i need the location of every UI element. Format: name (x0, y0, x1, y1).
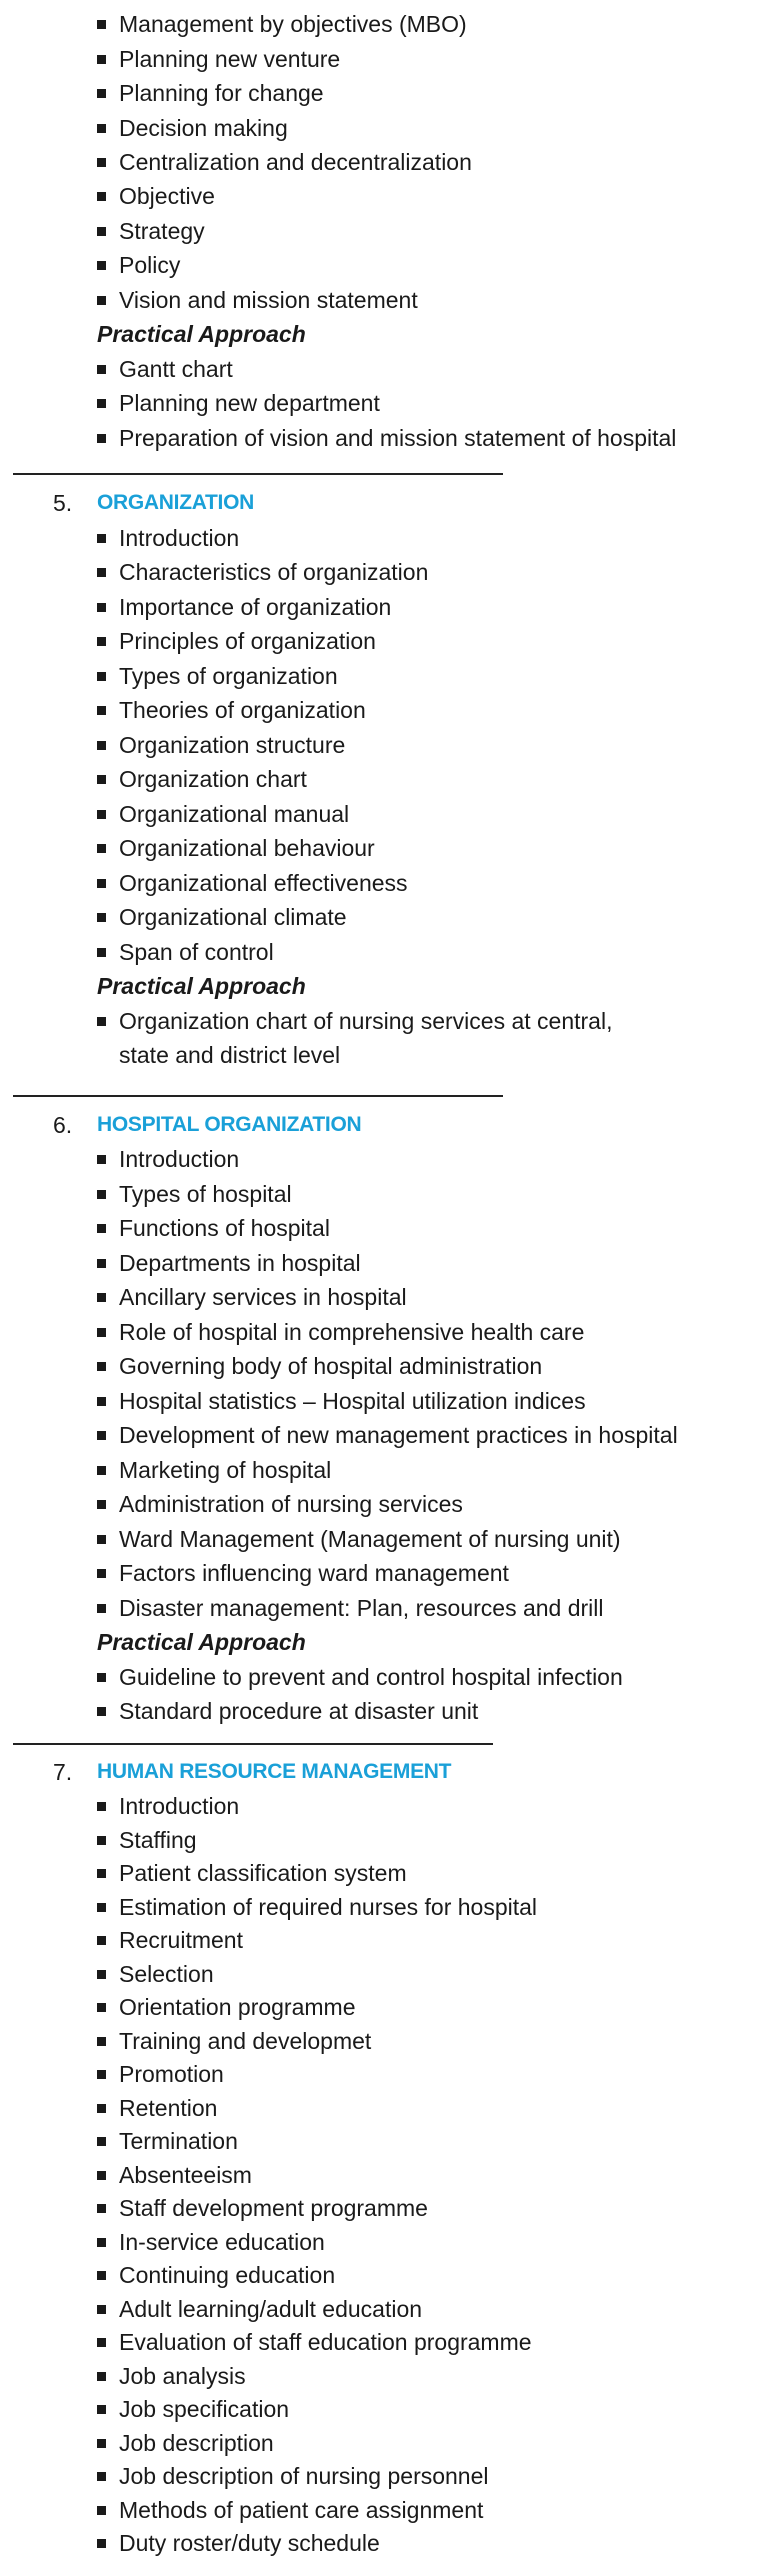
list-item: Administration of nursing services (0, 1487, 767, 1521)
bullet-icon (97, 1466, 106, 1475)
list-item: Disaster management: Plan, resources and drill (0, 1591, 767, 1625)
list-item-continuation: state and district level (119, 1042, 341, 1068)
bullet-icon (97, 1836, 106, 1845)
list-item: Introduction (0, 1789, 767, 1823)
list-item: Characteristics of organization (0, 555, 767, 589)
list-item: Theories of organization (0, 693, 767, 727)
list-item: Policy (0, 248, 767, 282)
list-item: Continuing education (0, 2258, 767, 2292)
bullet-icon (97, 365, 106, 374)
practical-approach-heading: Practical Approach (97, 321, 306, 347)
bullet-icon (97, 2204, 106, 2213)
list-item: Introduction (0, 1142, 767, 1176)
list-item: Centralization and decentralization (0, 145, 767, 179)
list-item: Selection (0, 1957, 767, 1991)
list-item: Retention (0, 2091, 767, 2125)
list-item: Staff development programme (0, 2191, 767, 2225)
list-item: Organization chart (0, 762, 767, 796)
list-item: Role of hospital in comprehensive health care (0, 1315, 767, 1349)
list-item: Management by objectives (MBO) (0, 7, 767, 41)
bullet-icon (97, 775, 106, 784)
bullet-icon (97, 2405, 106, 2414)
bullet-icon (97, 227, 106, 236)
bullet-icon (97, 192, 106, 201)
bullet-icon (97, 672, 106, 681)
section-heading (0, 486, 767, 520)
bullet-icon (97, 706, 106, 715)
bullet-icon (97, 1707, 106, 1716)
bullet-icon (97, 434, 106, 443)
bullet-icon (97, 261, 106, 270)
bullet-icon (97, 2104, 106, 2113)
bullet-icon (97, 948, 106, 957)
list-item: Vision and mission statement (0, 283, 767, 317)
bullet-icon (97, 1869, 106, 1878)
list-item: Organizational effectiveness (0, 866, 767, 900)
bullet-icon (97, 568, 106, 577)
bullet-icon (97, 1970, 106, 1979)
bullet-icon (97, 1500, 106, 1509)
bullet-icon (97, 1155, 106, 1164)
bullet-icon (97, 1224, 106, 1233)
bullet-icon (97, 1431, 106, 1440)
list-item: Departments in hospital (0, 1246, 767, 1280)
bullet-icon (97, 2439, 106, 2448)
bullet-icon (97, 1293, 106, 1302)
list-item: Duty roster/duty schedule (0, 2526, 767, 2560)
bullet-icon (97, 2003, 106, 2012)
list-item: Adult learning/adult education (0, 2292, 767, 2326)
bullet-icon (97, 1535, 106, 1544)
bullet-icon (97, 2539, 106, 2548)
list-item: Patient classification system (0, 1856, 767, 1890)
list-item: Ward Management (Management of nursing unit) (0, 1522, 767, 1556)
list-item: Organizational climate (0, 900, 767, 934)
list-item: Absenteeism (0, 2158, 767, 2192)
bullet-icon (97, 124, 106, 133)
list-item: Organization structure (0, 728, 767, 762)
bullet-icon (97, 1397, 106, 1406)
bullet-icon (97, 55, 106, 64)
list-item: Ancillary services in hospital (0, 1280, 767, 1314)
list-item: Training and developmet (0, 2024, 767, 2058)
bullet-icon (97, 1673, 106, 1682)
bullet-icon (97, 1802, 106, 1811)
list-item: Standard procedure at disaster unit (0, 1694, 767, 1728)
list-item: Orientation programme (0, 1990, 767, 2024)
list-item: Importance of organization (0, 590, 767, 624)
list-item: Promotion (0, 2057, 767, 2091)
bullet-icon (97, 2472, 106, 2481)
list-item: Job description (0, 2426, 767, 2460)
bullet-icon (97, 637, 106, 646)
section-heading (0, 1108, 767, 1142)
practical-approach-heading: Practical Approach (97, 973, 306, 999)
bullet-icon (97, 879, 106, 888)
list-item: Introduction (0, 521, 767, 555)
list-item: Recruitment (0, 1923, 767, 1957)
bullet-icon (97, 158, 106, 167)
bullet-icon (97, 1604, 106, 1613)
section-title: HUMAN RESOURCE MANAGEMENT (97, 1760, 452, 1783)
list-item: Organizational manual (0, 797, 767, 831)
bullet-icon (97, 2037, 106, 2046)
bullet-icon (97, 2271, 106, 2280)
list-item: Strategy (0, 214, 767, 248)
bullet-icon (97, 810, 106, 819)
list-item: Organization chart of nursing services at central, (0, 1004, 767, 1038)
list-item: Staffing (0, 1823, 767, 1857)
section-divider (13, 1743, 493, 1745)
bullet-icon (97, 2171, 106, 2180)
list-item: Job analysis (0, 2359, 767, 2393)
bullet-icon (97, 2338, 106, 2347)
bullet-icon (97, 1017, 106, 1026)
bullet-icon (97, 2137, 106, 2146)
section-title: ORGANIZATION (97, 491, 254, 514)
list-item: Planning for change (0, 76, 767, 110)
list-item: Job description of nursing personnel (0, 2459, 767, 2493)
bullet-icon (97, 2070, 106, 2079)
list-item: Evaluation of staff education programme (0, 2325, 767, 2359)
bullet-icon (97, 1259, 106, 1268)
bullet-icon (97, 1362, 106, 1371)
bullet-icon (97, 534, 106, 543)
section-number: 6. (53, 1112, 73, 1138)
list-item: Job specification (0, 2392, 767, 2426)
bullet-icon (97, 296, 106, 305)
list-item: Planning new venture (0, 42, 767, 76)
bullet-icon (97, 1903, 106, 1912)
section-title: HOSPITAL ORGANIZATION (97, 1113, 362, 1136)
list-item: Gantt chart (0, 352, 767, 386)
list-item: Governing body of hospital administration (0, 1349, 767, 1383)
list-item: Factors influencing ward management (0, 1556, 767, 1590)
bullet-icon (97, 1328, 106, 1337)
list-item: Types of hospital (0, 1177, 767, 1211)
bullet-icon (97, 741, 106, 750)
list-item: In-service education (0, 2225, 767, 2259)
list-item: Span of control (0, 935, 767, 969)
bullet-icon (97, 1936, 106, 1945)
section-heading (0, 1755, 767, 1789)
bullet-icon (97, 844, 106, 853)
list-item: Planning new department (0, 386, 767, 420)
list-item: Principles of organization (0, 624, 767, 658)
bullet-icon (97, 2506, 106, 2515)
list-item: Development of new management practices in hospital (0, 1418, 767, 1452)
bullet-icon (97, 1190, 106, 1199)
list-item: Marketing of hospital (0, 1453, 767, 1487)
bullet-icon (97, 2238, 106, 2247)
bullet-icon (97, 20, 106, 29)
list-item: Termination (0, 2124, 767, 2158)
list-item: Organizational behaviour (0, 831, 767, 865)
list-item: Types of organization (0, 659, 767, 693)
bullet-icon (97, 1569, 106, 1578)
bullet-icon (97, 399, 106, 408)
section-divider (13, 473, 503, 475)
practical-approach-heading: Practical Approach (97, 1629, 306, 1655)
bullet-icon (97, 2372, 106, 2381)
section-divider (13, 1095, 503, 1097)
list-item: Estimation of required nurses for hospital (0, 1890, 767, 1924)
list-item: Guideline to prevent and control hospital infection (0, 1660, 767, 1694)
list-item: Decision making (0, 111, 767, 145)
list-item: Preparation of vision and mission statement of hospital (0, 421, 767, 455)
bullet-icon (97, 603, 106, 612)
bullet-icon (97, 913, 106, 922)
list-item: Objective (0, 179, 767, 213)
bullet-icon (97, 2305, 106, 2314)
section-number: 5. (53, 490, 73, 516)
list-item: Methods of patient care assignment (0, 2493, 767, 2527)
list-item: Functions of hospital (0, 1211, 767, 1245)
list-item: Hospital statistics – Hospital utilization indices (0, 1384, 767, 1418)
bullet-icon (97, 89, 106, 98)
section-number: 7. (53, 1759, 73, 1785)
